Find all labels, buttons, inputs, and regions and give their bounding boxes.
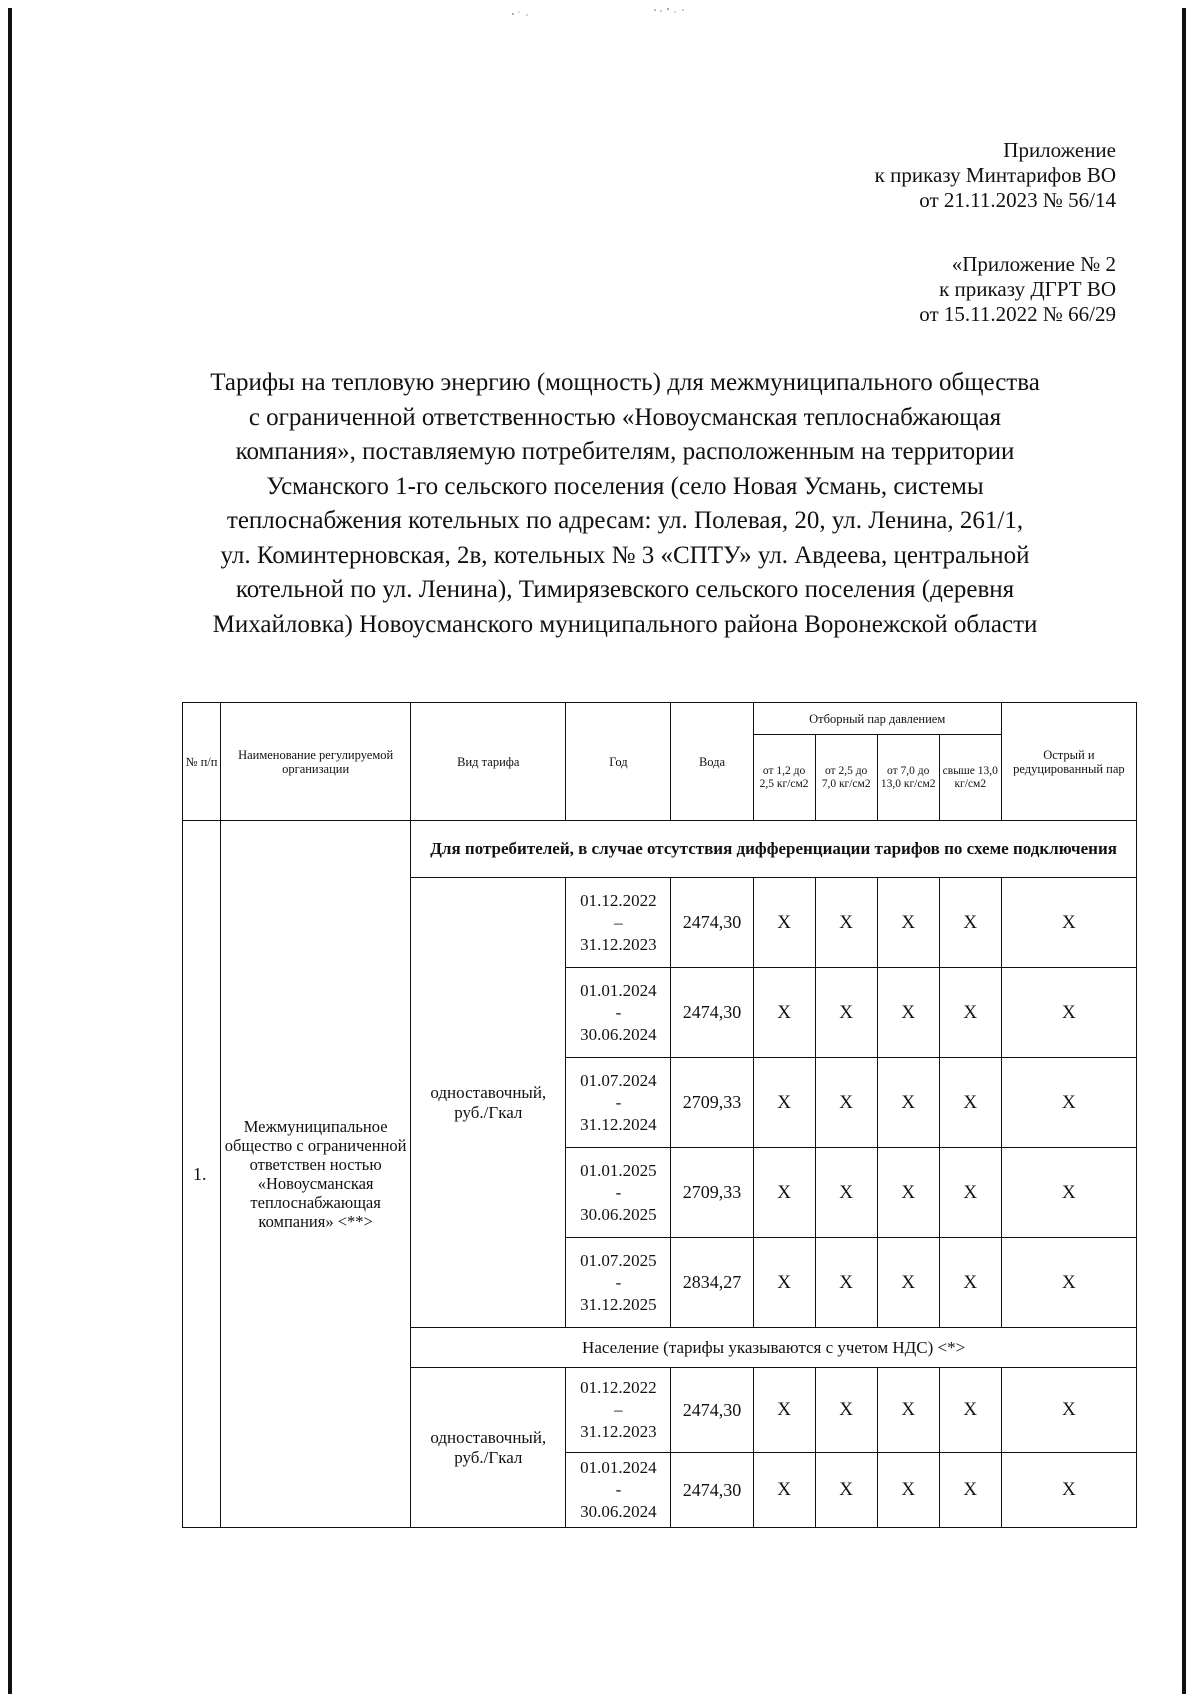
section-row bbox=[183, 821, 1137, 878]
period-sep: - bbox=[615, 1480, 622, 1499]
water-price: 2474,30 bbox=[671, 968, 753, 1058]
row-number: 1. bbox=[183, 821, 221, 1528]
steam-2-value: X bbox=[815, 1238, 877, 1328]
steam-1-value: X bbox=[753, 1453, 815, 1528]
title-line: ул. Коминтерновская, 2в, котельных № 3 «СПТУ» ул. Авдеева, центральной bbox=[220, 541, 1030, 569]
steam-2-value: X bbox=[815, 1148, 877, 1238]
steam-4-value: X bbox=[939, 1368, 1001, 1453]
header-year: Год bbox=[566, 703, 671, 821]
sharp-steam-value: X bbox=[1001, 1148, 1136, 1238]
title-line: Тарифы на тепловую энергию (мощность) для межмуниципального общества bbox=[210, 369, 1040, 396]
period-cell bbox=[566, 1238, 671, 1328]
period-from: 01.07.2024 bbox=[580, 1070, 657, 1090]
title-line: Михайловка) Новоусманского муниципального района Воронежской области bbox=[212, 610, 1038, 638]
period-from: 01.01.2024 bbox=[580, 980, 657, 1000]
sharp-steam-value: X bbox=[1001, 1453, 1136, 1528]
title-line: с ограниченной ответственностью «Новоусманская теплоснабжающая bbox=[248, 403, 1002, 431]
approval-line-2: к приказу Минтарифов ВО bbox=[874, 163, 1116, 187]
period-from: 01.01.2024 bbox=[580, 1458, 657, 1477]
approval-line-3: от 21.11.2023 № 56/14 bbox=[919, 188, 1116, 212]
period-sep: – bbox=[614, 1400, 623, 1419]
period-from: 01.12.2022 bbox=[580, 890, 657, 910]
tariff-table bbox=[182, 702, 1137, 1528]
steam-3-value: X bbox=[877, 968, 939, 1058]
steam-1-value: X bbox=[753, 878, 815, 968]
header-water: Вода bbox=[671, 703, 753, 821]
sharp-steam-value: X bbox=[1001, 1058, 1136, 1148]
header-organization: Наименование регулируемой организации bbox=[221, 703, 411, 821]
period-cell bbox=[566, 968, 671, 1058]
annex-line-3: от 15.11.2022 № 66/29 bbox=[919, 302, 1116, 326]
section-population: Население (тарифы указываются с учетом НДС) <*> bbox=[411, 1328, 1137, 1368]
period-from: 01.12.2022 bbox=[580, 1378, 657, 1397]
title-line: Усманского 1-го сельского поселения (село Новая Усмань, системы bbox=[266, 472, 984, 500]
steam-1-value: X bbox=[753, 1368, 815, 1453]
header-steam-4: свыше 13,0 кг/см2 bbox=[939, 735, 1001, 821]
water-price: 2709,33 bbox=[671, 1058, 753, 1148]
steam-1-value: X bbox=[753, 1238, 815, 1328]
water-price: 2834,27 bbox=[671, 1238, 753, 1328]
header-steam-2: от 2,5 до 7,0 кг/см2 bbox=[815, 735, 877, 821]
steam-2-value: X bbox=[815, 968, 877, 1058]
approval-reference bbox=[875, 138, 1116, 213]
period-cell bbox=[566, 1058, 671, 1148]
steam-3-value: X bbox=[877, 1453, 939, 1528]
scan-noise bbox=[505, 4, 705, 24]
sharp-steam-value: X bbox=[1001, 1238, 1136, 1328]
header-row bbox=[183, 703, 1137, 735]
period-cell bbox=[566, 1453, 671, 1528]
sharp-steam-value: X bbox=[1001, 968, 1136, 1058]
period-sep: – bbox=[614, 912, 623, 932]
document-title bbox=[150, 366, 1100, 642]
steam-1-value: X bbox=[753, 1148, 815, 1238]
header-steam-group: Отборный пар давлением bbox=[753, 703, 1001, 735]
period-sep: - bbox=[615, 1092, 622, 1112]
annex-reference bbox=[919, 252, 1116, 327]
period-to: 31.12.2023 bbox=[580, 934, 657, 954]
period-cell bbox=[566, 1148, 671, 1238]
period-cell bbox=[566, 878, 671, 968]
annex-line-1: «Приложение № 2 bbox=[951, 252, 1116, 276]
water-price: 2709,33 bbox=[671, 1148, 753, 1238]
title-line: компания», поставляемую потребителям, расположенным на территории bbox=[235, 438, 1015, 465]
steam-2-value: X bbox=[815, 1058, 877, 1148]
water-price: 2474,30 bbox=[671, 1453, 753, 1528]
header-num: № п/п bbox=[183, 703, 221, 821]
period-to: 30.06.2024 bbox=[580, 1024, 657, 1044]
steam-2-value: X bbox=[815, 1453, 877, 1528]
tariff-type: одноставочный, руб./Гкал bbox=[411, 1368, 566, 1528]
header-steam-1: от 1,2 до 2,5 кг/см2 bbox=[753, 735, 815, 821]
sharp-steam-value: X bbox=[1001, 878, 1136, 968]
steam-3-value: X bbox=[877, 1058, 939, 1148]
steam-2-value: X bbox=[815, 1368, 877, 1453]
period-sep: - bbox=[615, 1002, 622, 1022]
steam-4-value: X bbox=[939, 1453, 1001, 1528]
steam-4-value: X bbox=[939, 878, 1001, 968]
water-price: 2474,30 bbox=[671, 878, 753, 968]
period-to: 31.12.2025 bbox=[580, 1294, 657, 1314]
period-from: 01.07.2025 bbox=[580, 1250, 657, 1270]
period-to: 31.12.2024 bbox=[580, 1114, 657, 1134]
steam-4-value: X bbox=[939, 1148, 1001, 1238]
tariff-type: одноставочный, руб./Гкал bbox=[411, 878, 566, 1328]
period-sep: - bbox=[615, 1272, 622, 1292]
period-to: 31.12.2023 bbox=[580, 1422, 657, 1441]
header-steam-3: от 7,0 до 13,0 кг/см2 bbox=[877, 735, 939, 821]
header-tariff-type: Вид тарифа bbox=[411, 703, 566, 821]
period-sep: - bbox=[615, 1182, 622, 1202]
steam-4-value: X bbox=[939, 968, 1001, 1058]
steam-3-value: X bbox=[877, 1368, 939, 1453]
header-sharp-steam: Острый и редуцированный пар bbox=[1001, 703, 1136, 821]
steam-1-value: X bbox=[753, 968, 815, 1058]
title-line: котельной по ул. Ленина), Тимирязевского сельского поселения (деревня bbox=[235, 576, 1015, 603]
annex-line-2: к приказу ДГРТ ВО bbox=[939, 277, 1116, 301]
steam-3-value: X bbox=[877, 878, 939, 968]
period-cell bbox=[566, 1368, 671, 1453]
period-to: 30.06.2024 bbox=[580, 1502, 657, 1521]
period-from: 01.01.2025 bbox=[580, 1160, 657, 1180]
steam-4-value: X bbox=[939, 1058, 1001, 1148]
sharp-steam-value: X bbox=[1001, 1368, 1136, 1453]
steam-4-value: X bbox=[939, 1238, 1001, 1328]
organization-name: Межмуниципальное общество с ограниченной ответствен ностью «Новоусманская теплоснабжающая компания» <**> bbox=[221, 821, 411, 1528]
title-line: теплоснабжения котельных по адресам: ул. Полевая, 20, ул. Ленина, 261/1, bbox=[226, 507, 1024, 534]
approval-line-1: Приложение bbox=[1003, 138, 1116, 162]
steam-3-value: X bbox=[877, 1238, 939, 1328]
section-consumers: Для потребителей, в случае отсутствия дифференциации тарифов по схеме подключения bbox=[411, 821, 1137, 878]
steam-1-value: X bbox=[753, 1058, 815, 1148]
steam-2-value: X bbox=[815, 878, 877, 968]
period-to: 30.06.2025 bbox=[580, 1204, 657, 1224]
steam-3-value: X bbox=[877, 1148, 939, 1238]
water-price: 2474,30 bbox=[671, 1368, 753, 1453]
